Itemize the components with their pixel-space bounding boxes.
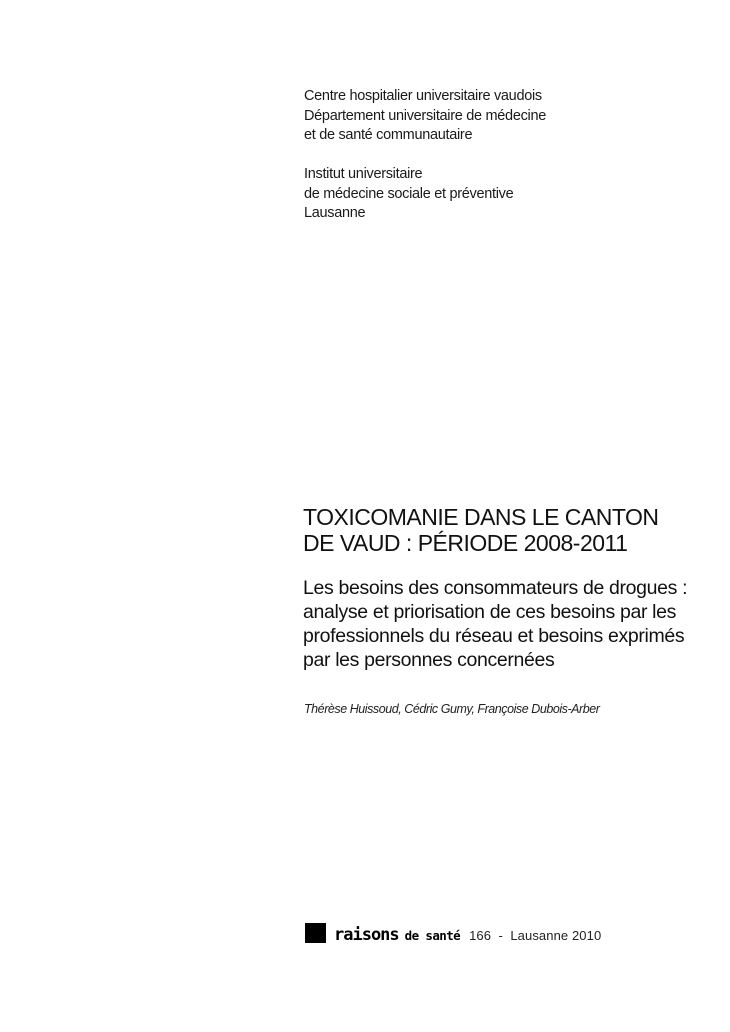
institution-block-iumsp: [304, 165, 513, 224]
subtitle-line: par les personnes concernées: [303, 649, 555, 671]
institution-line: Institut universitaire: [304, 166, 423, 182]
document-subtitle: [303, 576, 687, 672]
title-line: DE VAUD : PÉRIODE 2008-2011: [303, 530, 628, 556]
institution-line: Lausanne: [304, 205, 366, 221]
institution-line: et de santé communautaire: [304, 127, 473, 143]
series-brand-bold: raisons: [334, 925, 399, 945]
subtitle-line: analyse et priorisation de ces besoins par les: [303, 601, 677, 623]
institution-line: Département universitaire de médecine: [304, 107, 546, 124]
authors: Thérèse Huissoud, Cédric Gumy, Françoise Dubois-Arber: [304, 702, 600, 716]
institution-line: Centre hospitalier universitaire vaudois: [304, 88, 542, 104]
title-line: TOXICOMANIE DANS LE CANTON: [303, 504, 659, 530]
series-footer: [305, 921, 601, 945]
logo-square-icon: [305, 923, 326, 943]
series-brand-light: de santé: [404, 928, 461, 943]
series-number-place-year: 166 - Lausanne 2010: [469, 928, 602, 943]
document-title: [303, 504, 659, 556]
institution-line: de médecine sociale et préventive: [304, 185, 514, 202]
subtitle-line: professionnels du réseau et besoins exprimés: [303, 625, 685, 647]
institution-block-chuv: [304, 87, 546, 146]
subtitle-line: Les besoins des consommateurs de drogues :: [303, 577, 688, 599]
